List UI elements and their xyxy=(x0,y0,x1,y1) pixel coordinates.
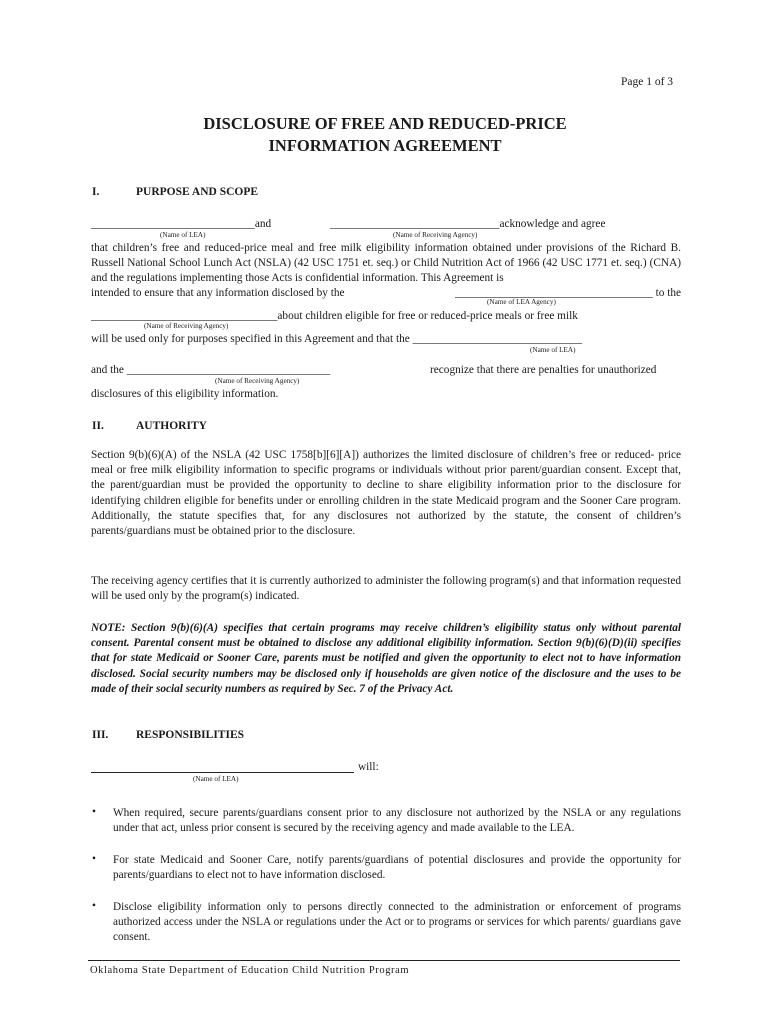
section-number: II. xyxy=(92,420,104,432)
section-heading: AUTHORITY xyxy=(136,420,207,432)
and-the-text: and the xyxy=(91,364,124,376)
used-only-text: will be used only for purposes specified in this Agreement and that the xyxy=(91,333,410,345)
section-heading: RESPONSIBILITIES xyxy=(136,729,245,741)
receiving-agency-blank-2[interactable] xyxy=(91,310,578,322)
certification-paragraph: The receiving agency certifies that it is currently authorized to administer the following program(s) and that information requested will be used only by the program(s) indicated. xyxy=(91,575,681,603)
list-item: When required, secure parents/guardians consent prior to any disclosure not authorized by the NSLA or any regulations under that act, unless prior consent is secured by the receiving agency and made available to the LEA. xyxy=(113,807,681,835)
intended-text: intended to ensure that any information disclosed by the xyxy=(91,287,345,299)
authority-paragraph: Section 9(b)(6)(A) of the NSLA (42 USC 1758[b][6][A]) authorizes the limited disclosure of children’s free or reduced- price meal or free milk eligibility information to specific programs or individuals without prior parent/guardian consent. Except that, the parent/guardian must be provided the opportunity to decline to share eligibility information prior to the disclosure for identifying children eligible for benefits under or enrolling children in the state Medicaid program and the Sooner Care program. Additionally, the statute specifies that, for any disclosures not authorized by the statute, the consent of children’s parents/guardians must be obtained prior to the disclosure. xyxy=(91,449,681,538)
page-number: Page 1 of 3 xyxy=(621,76,674,88)
agreement-text: acknowledge and agree xyxy=(499,218,606,230)
field-label-lea-2: (Name of LEA) xyxy=(530,346,576,354)
lea-signature-line[interactable] xyxy=(91,772,354,773)
field-label-receiving-agency-2: (Name of Receiving Agency) xyxy=(144,322,229,330)
lea-name-blank[interactable] xyxy=(91,218,271,230)
will-text: will: xyxy=(358,761,379,773)
penalties-text: recognize that there are penalties for unauthorized xyxy=(430,364,657,376)
purpose-paragraph: that children’s free and reduced-price meal and free milk eligibility information obtained under provisions of the Richard B. Russell National School Lunch Act (NSLA) (42 USC 1751 et. seq.) or Child Nutrition Act of 1966 (42 USC 1771 et. seq.) (CNA) and the regulations implementing those Acts is confidential information. This Agreement is xyxy=(91,242,681,285)
document-title-line2: INFORMATION AGREEMENT xyxy=(268,136,502,155)
list-item: For state Medicaid and Sooner Care, notify parents/guardians of potential disclosures and provide the opportunity for parents/guardians to elect not to have information disclosed. xyxy=(113,854,681,882)
field-label-lea-agency: (Name of LEA Agency) xyxy=(487,298,556,306)
section-number: III. xyxy=(92,729,109,741)
section-number: I. xyxy=(92,186,100,198)
field-label-lea-3: (Name of LEA) xyxy=(193,775,239,783)
blank-line: _________________________________ xyxy=(91,310,278,322)
blank-line: _____________________________ xyxy=(91,218,255,230)
about-text: about children eligible for free or reduced-price meals or free milk xyxy=(277,310,578,322)
document-title: DISCLOSURE OF FREE AND REDUCED-PRICE xyxy=(203,114,567,133)
used-only-line xyxy=(91,333,582,345)
lea-agency-blank[interactable]: ___________________________________ to the xyxy=(455,287,681,299)
receiving-agency-blank-3[interactable]: ____________________________________ xyxy=(126,364,331,376)
list-item: Disclose eligibility information only to persons directly connected to the administration or enforcement of programs authorized access under the NSLA or regulations under the Act or to programs or services for which parents/ guardians gave consent. xyxy=(113,901,681,944)
field-label-receiving-agency: (Name of Receiving Agency) xyxy=(393,231,478,239)
section-heading: PURPOSE AND SCOPE xyxy=(136,186,259,198)
conjunction-text: and xyxy=(254,218,272,230)
field-label-receiving-agency-3: (Name of Receiving Agency) xyxy=(215,377,300,385)
lea-name-blank-2[interactable]: ______________________________ xyxy=(412,333,583,345)
footer-text: Oklahoma State Department of Education Child Nutrition Program xyxy=(90,965,410,976)
footer-divider xyxy=(88,960,680,961)
bullet-icon: • xyxy=(92,900,96,912)
bullet-icon: • xyxy=(92,853,96,865)
note-paragraph: NOTE: Section 9(b)(6)(A) specifies that certain programs may receive children’s eligibility status only without parental consent. Parental consent must be obtained to disclose any additional eligibility information. Section 9(b)(6)(D)(ii) specifies that for state Medicaid or Sooner Care, parents must be notified and given the opportunity to elect not to have information disclosed. Social security numbers may be disclosed only if households are given notice of the disclosure and the uses to be made of their social security numbers as required by Sec. 7 of the Privacy Act. xyxy=(91,622,681,695)
field-label-lea: (Name of LEA) xyxy=(160,231,206,239)
receiving-agency-blank[interactable] xyxy=(330,218,605,230)
disclosures-text: disclosures of this eligibility information. xyxy=(91,388,279,400)
blank-line: ______________________________ xyxy=(330,218,500,230)
intended-line xyxy=(91,287,681,299)
and-the-line xyxy=(91,364,330,376)
bullet-icon: • xyxy=(92,806,96,818)
